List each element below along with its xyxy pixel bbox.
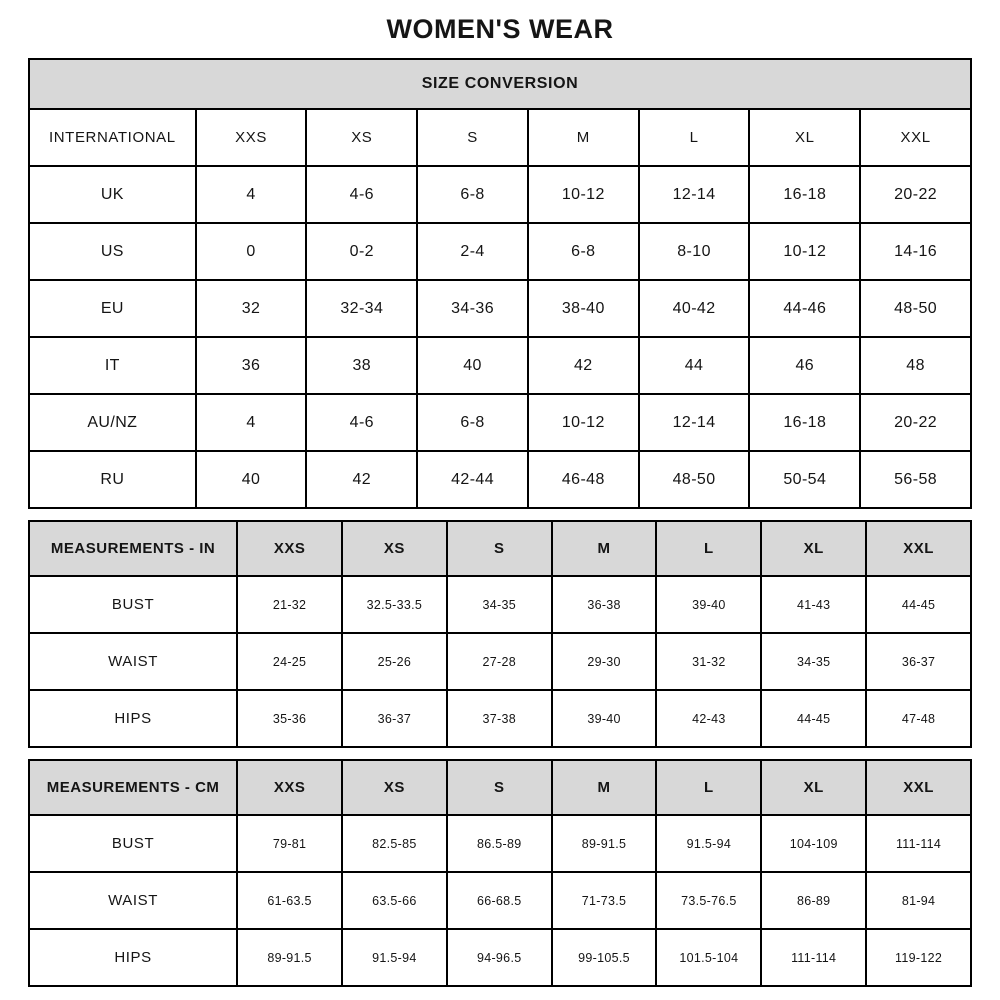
measurement-cell: 86.5-89: [447, 815, 552, 872]
size-cell: 50-54: [749, 451, 860, 508]
size-cell: 4: [196, 166, 307, 223]
column-header-xxs: XXS: [237, 760, 342, 815]
column-header-m: M: [552, 760, 657, 815]
row-label-uk: UK: [29, 166, 196, 223]
measurement-cell: 31-32: [656, 633, 761, 690]
size-cell: 36: [196, 337, 307, 394]
row-label-aunz: AU/NZ: [29, 394, 196, 451]
column-header-xxs: XXS: [196, 109, 307, 166]
measurement-cell: 71-73.5: [552, 872, 657, 929]
column-header-xl: XL: [761, 521, 866, 576]
size-cell: 2-4: [417, 223, 528, 280]
size-cell: 40-42: [639, 280, 750, 337]
column-header-xxl: XXL: [866, 521, 971, 576]
page-title: WOMEN'S WEAR: [386, 13, 614, 44]
measurement-cell: 36-37: [342, 690, 447, 747]
size-cell: 6-8: [528, 223, 639, 280]
size-cell: 44-46: [749, 280, 860, 337]
table-row-aunz: [29, 394, 971, 451]
size-cell: 42-44: [417, 451, 528, 508]
size-cell: 46-48: [528, 451, 639, 508]
size-cell: 4: [196, 394, 307, 451]
column-header-international: INTERNATIONAL: [29, 109, 196, 166]
row-label-hips: HIPS: [29, 690, 237, 747]
row-label-hips: HIPS: [29, 929, 237, 986]
size-cell: 14-16: [860, 223, 971, 280]
size-cell: 6-8: [417, 394, 528, 451]
table-row-it: [29, 337, 971, 394]
measurement-cell: 47-48: [866, 690, 971, 747]
column-header-xxl: XXL: [860, 109, 971, 166]
size-cell: 20-22: [860, 394, 971, 451]
size-cell: 10-12: [749, 223, 860, 280]
size-cell: 12-14: [639, 394, 750, 451]
table-row-bust-in: [29, 576, 971, 633]
measurements-cm-table: [28, 759, 972, 987]
column-header-xxs: XXS: [237, 521, 342, 576]
measurements-in-banner: MEASUREMENTS - IN: [29, 521, 237, 576]
row-label-it: IT: [29, 337, 196, 394]
measurement-cell: 61-63.5: [237, 872, 342, 929]
column-header-m: M: [528, 109, 639, 166]
measurement-cell: 39-40: [552, 690, 657, 747]
measurement-cell: 42-43: [656, 690, 761, 747]
measurement-cell: 25-26: [342, 633, 447, 690]
measurement-cell: 39-40: [656, 576, 761, 633]
size-cell: 38: [306, 337, 417, 394]
measurement-cell: 81-94: [866, 872, 971, 929]
size-cell: 46: [749, 337, 860, 394]
column-header-xs: XS: [306, 109, 417, 166]
table-row: [29, 59, 971, 109]
size-cell: 48-50: [639, 451, 750, 508]
column-header-xl: XL: [761, 760, 866, 815]
size-cell: 42: [306, 451, 417, 508]
measurement-cell: 101.5-104: [656, 929, 761, 986]
row-label-eu: EU: [29, 280, 196, 337]
column-header-s: S: [417, 109, 528, 166]
table-row-hips-in: [29, 690, 971, 747]
measurement-cell: 89-91.5: [237, 929, 342, 986]
measurement-cell: 66-68.5: [447, 872, 552, 929]
measurement-cell: 36-38: [552, 576, 657, 633]
size-cell: 6-8: [417, 166, 528, 223]
size-cell: 44: [639, 337, 750, 394]
column-header-m: M: [552, 521, 657, 576]
measurement-cell: 44-45: [761, 690, 866, 747]
measurement-cell: 35-36: [237, 690, 342, 747]
row-label-us: US: [29, 223, 196, 280]
size-cell: 0: [196, 223, 307, 280]
measurement-cell: 36-37: [866, 633, 971, 690]
measurement-cell: 37-38: [447, 690, 552, 747]
table-spacer: [0, 509, 1000, 520]
row-label-waist: WAIST: [29, 633, 237, 690]
column-header-xs: XS: [342, 760, 447, 815]
measurement-cell: 24-25: [237, 633, 342, 690]
table-row-uk: [29, 166, 971, 223]
column-header-s: S: [447, 760, 552, 815]
size-conversion-banner: SIZE CONVERSION: [29, 59, 971, 109]
size-cell: 12-14: [639, 166, 750, 223]
measurement-cell: 99-105.5: [552, 929, 657, 986]
measurement-cell: 104-109: [761, 815, 866, 872]
measurement-cell: 44-45: [866, 576, 971, 633]
size-cell: 4-6: [306, 394, 417, 451]
measurement-cell: 94-96.5: [447, 929, 552, 986]
size-cell: 40: [196, 451, 307, 508]
table-row-waist-in: [29, 633, 971, 690]
size-conversion-table: [28, 58, 972, 509]
measurement-cell: 34-35: [447, 576, 552, 633]
size-cell: 4-6: [306, 166, 417, 223]
table-row-us: [29, 223, 971, 280]
table-row-bust-cm: [29, 815, 971, 872]
size-cell: 0-2: [306, 223, 417, 280]
measurements-cm-banner: MEASUREMENTS - CM: [29, 760, 237, 815]
measurement-cell: 86-89: [761, 872, 866, 929]
measurement-cell: 34-35: [761, 633, 866, 690]
size-cell: 20-22: [860, 166, 971, 223]
measurement-cell: 89-91.5: [552, 815, 657, 872]
measurement-cell: 91.5-94: [342, 929, 447, 986]
measurement-cell: 82.5-85: [342, 815, 447, 872]
measurement-cell: 32.5-33.5: [342, 576, 447, 633]
size-cell: 16-18: [749, 394, 860, 451]
size-cell: 32: [196, 280, 307, 337]
measurement-cell: 27-28: [447, 633, 552, 690]
size-cell: 48: [860, 337, 971, 394]
table-row-ru: [29, 451, 971, 508]
column-header-xxl: XXL: [866, 760, 971, 815]
table-row-waist-cm: [29, 872, 971, 929]
column-header-l: L: [656, 521, 761, 576]
column-header-l: L: [656, 760, 761, 815]
measurement-cell: 79-81: [237, 815, 342, 872]
measurement-cell: 63.5-66: [342, 872, 447, 929]
measurement-cell: 41-43: [761, 576, 866, 633]
size-cell: 32-34: [306, 280, 417, 337]
size-cell: 10-12: [528, 166, 639, 223]
column-header-s: S: [447, 521, 552, 576]
size-cell: 8-10: [639, 223, 750, 280]
size-cell: 56-58: [860, 451, 971, 508]
measurement-cell: 29-30: [552, 633, 657, 690]
size-cell: 40: [417, 337, 528, 394]
table-row-eu: [29, 280, 971, 337]
measurement-cell: 111-114: [866, 815, 971, 872]
measurement-cell: 91.5-94: [656, 815, 761, 872]
row-label-ru: RU: [29, 451, 196, 508]
measurement-cell: 73.5-76.5: [656, 872, 761, 929]
size-cell: 48-50: [860, 280, 971, 337]
size-cell: 42: [528, 337, 639, 394]
table-row: [29, 109, 971, 166]
measurement-cell: 119-122: [866, 929, 971, 986]
size-cell: 38-40: [528, 280, 639, 337]
size-cell: 16-18: [749, 166, 860, 223]
size-cell: 10-12: [528, 394, 639, 451]
measurements-in-table: [28, 520, 972, 748]
measurement-cell: 111-114: [761, 929, 866, 986]
row-label-bust: BUST: [29, 815, 237, 872]
measurement-cell: 21-32: [237, 576, 342, 633]
row-label-waist: WAIST: [29, 872, 237, 929]
row-label-bust: BUST: [29, 576, 237, 633]
column-header-l: L: [639, 109, 750, 166]
table-spacer: [0, 748, 1000, 759]
column-header-xl: XL: [749, 109, 860, 166]
column-header-xs: XS: [342, 521, 447, 576]
table-row: [29, 521, 971, 576]
table-row-hips-cm: [29, 929, 971, 986]
table-row: [29, 760, 971, 815]
size-cell: 34-36: [417, 280, 528, 337]
